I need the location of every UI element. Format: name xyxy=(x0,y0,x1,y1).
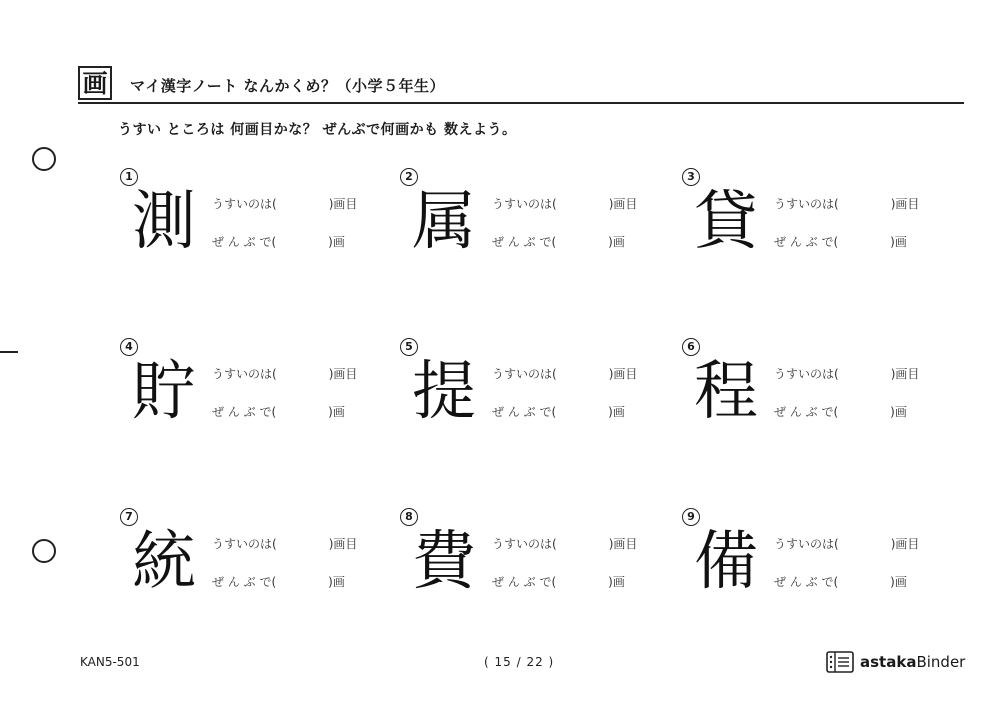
item-number: 5 xyxy=(400,338,418,356)
worksheet-code: KAN5-501 xyxy=(80,655,140,669)
thin-stroke-unit: )画目 xyxy=(890,537,920,551)
kanji-stroke-icon: 画 xyxy=(78,66,112,100)
total-stroke-unit: )画 xyxy=(608,405,625,419)
item-number: 2 xyxy=(400,168,418,186)
thin-stroke-label: うすいのは( xyxy=(492,367,557,381)
kanji-character: 程 xyxy=(694,355,758,429)
kanji-item xyxy=(682,338,942,448)
item-number: 8 xyxy=(400,508,418,526)
thin-stroke-unit: )画目 xyxy=(328,367,358,381)
binder-icon xyxy=(826,651,854,673)
kanji-character: 費 xyxy=(412,525,476,599)
total-stroke-answer-line xyxy=(492,403,625,420)
kanji-item xyxy=(400,168,660,278)
total-stroke-label: ぜ ん ぶ で( xyxy=(212,235,277,249)
page-indicator: ( 15 / 22 ) xyxy=(484,655,555,669)
thin-stroke-unit: )画目 xyxy=(890,197,920,211)
thin-stroke-answer-line xyxy=(212,535,357,552)
thin-stroke-answer-line xyxy=(492,535,637,552)
thin-stroke-unit: )画目 xyxy=(890,367,920,381)
total-stroke-unit: )画 xyxy=(890,575,907,589)
total-stroke-label: ぜ ん ぶ で( xyxy=(774,575,839,589)
thin-stroke-label: うすいのは( xyxy=(212,197,277,211)
total-stroke-label: ぜ ん ぶ で( xyxy=(492,405,557,419)
total-stroke-answer-line xyxy=(774,233,907,250)
total-stroke-answer-line xyxy=(492,573,625,590)
total-stroke-unit: )画 xyxy=(890,235,907,249)
thin-stroke-unit: )画目 xyxy=(608,367,638,381)
kanji-character: 提 xyxy=(412,355,476,429)
kanji-item xyxy=(400,338,660,448)
worksheet-title: マイ漢字ノート なんかくめ？（小学５年生） xyxy=(130,77,445,95)
total-stroke-unit: )画 xyxy=(328,235,345,249)
binder-hole-top xyxy=(32,147,56,171)
brand-logo xyxy=(826,650,965,674)
item-number: 9 xyxy=(682,508,700,526)
kanji-character: 統 xyxy=(132,525,196,599)
thin-stroke-unit: )画目 xyxy=(328,197,358,211)
total-stroke-answer-line xyxy=(492,233,625,250)
worksheet-header xyxy=(78,66,964,104)
instruction-text: うすい ところは 何画目かな？ ぜんぶで何画かも 数えよう。 xyxy=(118,122,517,138)
brand-name-part2: Binder xyxy=(916,653,966,671)
kanji-item xyxy=(120,338,380,448)
kanji-character: 貸 xyxy=(694,185,758,259)
kanji-character: 備 xyxy=(694,525,758,599)
kanji-character: 属 xyxy=(412,185,476,259)
thin-stroke-label: うすいのは( xyxy=(774,197,839,211)
thin-stroke-answer-line xyxy=(774,195,919,212)
thin-stroke-label: うすいのは( xyxy=(212,367,277,381)
kanji-item xyxy=(120,508,380,618)
thin-stroke-answer-line xyxy=(212,365,357,382)
brand-name xyxy=(860,653,965,671)
total-stroke-answer-line xyxy=(212,233,345,250)
item-number: 1 xyxy=(120,168,138,186)
thin-stroke-unit: )画目 xyxy=(608,197,638,211)
total-stroke-label: ぜ ん ぶ で( xyxy=(492,235,557,249)
item-number: 4 xyxy=(120,338,138,356)
total-stroke-unit: )画 xyxy=(328,575,345,589)
total-stroke-unit: )画 xyxy=(890,405,907,419)
kanji-character: 貯 xyxy=(132,355,196,429)
item-number: 3 xyxy=(682,168,700,186)
total-stroke-unit: )画 xyxy=(328,405,345,419)
thin-stroke-answer-line xyxy=(774,365,919,382)
thin-stroke-label: うすいのは( xyxy=(774,367,839,381)
kanji-character: 測 xyxy=(132,185,196,259)
total-stroke-answer-line xyxy=(212,403,345,420)
total-stroke-unit: )画 xyxy=(608,235,625,249)
total-stroke-label: ぜ ん ぶ で( xyxy=(492,575,557,589)
total-stroke-answer-line xyxy=(774,403,907,420)
total-stroke-label: ぜ ん ぶ で( xyxy=(774,405,839,419)
kanji-item xyxy=(682,508,942,618)
total-stroke-unit: )画 xyxy=(608,575,625,589)
kanji-item xyxy=(682,168,942,278)
item-number: 7 xyxy=(120,508,138,526)
thin-stroke-label: うすいのは( xyxy=(492,537,557,551)
thin-stroke-label: うすいのは( xyxy=(492,197,557,211)
total-stroke-label: ぜ ん ぶ で( xyxy=(212,575,277,589)
thin-stroke-answer-line xyxy=(492,365,637,382)
total-stroke-answer-line xyxy=(212,573,345,590)
thin-stroke-unit: )画目 xyxy=(608,537,638,551)
total-stroke-answer-line xyxy=(774,573,907,590)
thin-stroke-answer-line xyxy=(492,195,637,212)
thin-stroke-label: うすいのは( xyxy=(774,537,839,551)
total-stroke-label: ぜ ん ぶ で( xyxy=(774,235,839,249)
kanji-item xyxy=(400,508,660,618)
thin-stroke-answer-line xyxy=(212,195,357,212)
center-tick-mark xyxy=(0,351,18,353)
brand-name-part1: astaka xyxy=(860,653,917,671)
thin-stroke-label: うすいのは( xyxy=(212,537,277,551)
thin-stroke-unit: )画目 xyxy=(328,537,358,551)
total-stroke-label: ぜ ん ぶ で( xyxy=(212,405,277,419)
item-number: 6 xyxy=(682,338,700,356)
thin-stroke-answer-line xyxy=(774,535,919,552)
binder-hole-bottom xyxy=(32,539,56,563)
kanji-item xyxy=(120,168,380,278)
